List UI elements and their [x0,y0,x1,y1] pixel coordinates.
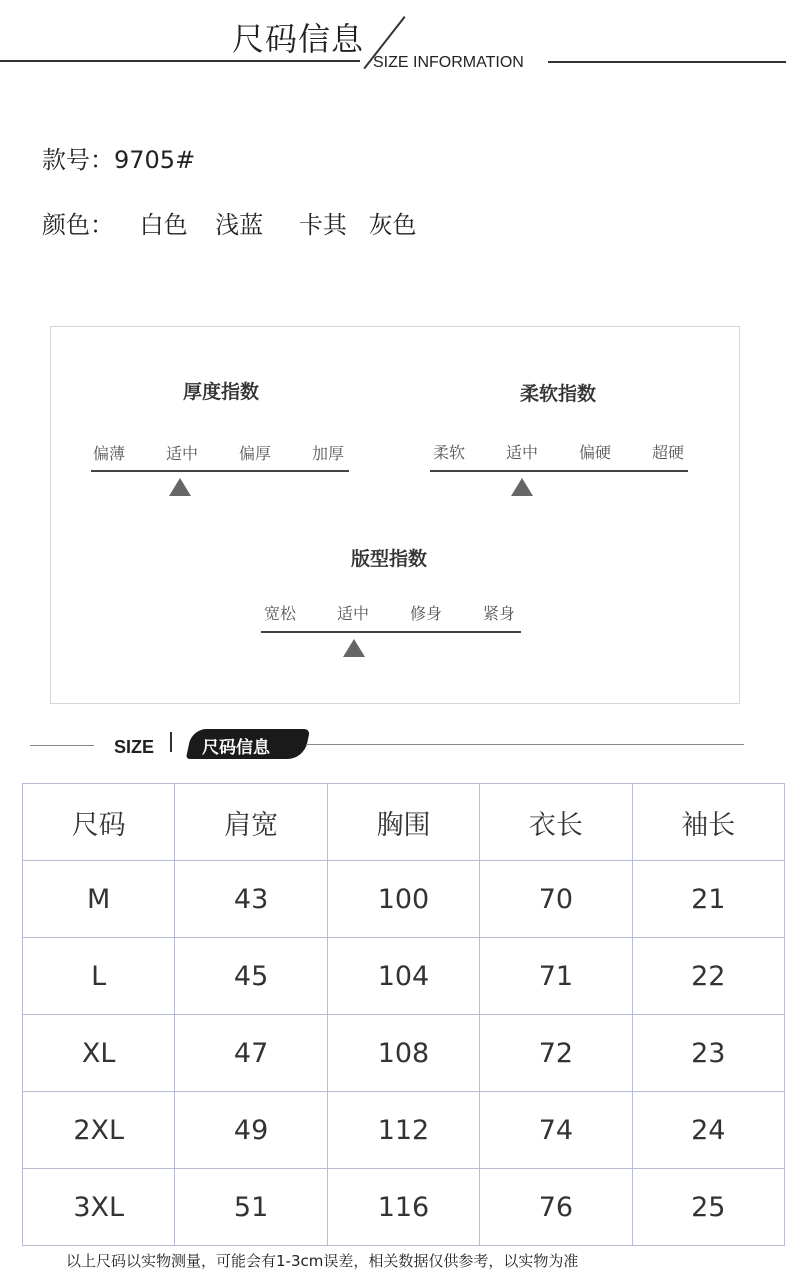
size-banner-rule-right [306,744,744,745]
page-subtitle: SIZE INFORMATION [373,54,524,71]
table-cell: 25 [632,1169,784,1246]
thickness-index-title: 厚度指数 [182,381,259,403]
fabric-index-panel [50,326,740,704]
softness-option: 柔软 [432,443,465,462]
size-banner-rule-left [30,745,94,746]
thickness-option: 偏厚 [238,444,271,463]
size-banner-divider [170,732,172,752]
table-row [23,1169,785,1246]
table-cell: 24 [632,1092,784,1169]
table-cell: 23 [632,1015,784,1092]
table-cell: 21 [632,861,784,938]
header-rule-left [0,60,360,62]
header-rule-right [548,61,786,63]
color-label: 颜色： [42,211,114,239]
table-cell: 43 [175,861,327,938]
table-cell: 70 [480,861,632,938]
thickness-scale-line [91,470,349,472]
table-header-cell: 胸围 [327,784,479,861]
thickness-option: 加厚 [311,444,344,463]
thickness-option: 适中 [165,444,198,463]
style-number-row [42,140,195,175]
fit-option: 修身 [409,604,442,623]
color-row [42,205,417,240]
measurement-disclaimer: 以上尺码以实物测量，可能会有1-3cm误差，相关数据仅供参考，以实物为准 [66,1252,579,1270]
color-light-blue: 浅蓝 [215,211,264,239]
table-header-row [23,784,785,861]
table-cell: 76 [480,1169,632,1246]
color-gray: 灰色 [368,211,417,239]
style-number-value: 9705# [114,146,196,174]
table-cell: 22 [632,938,784,1015]
table-cell: 116 [327,1169,479,1246]
table-cell: 108 [327,1015,479,1092]
table-cell: 112 [327,1092,479,1169]
color-white: 白色 [139,211,188,239]
table-cell: 47 [175,1015,327,1092]
table-cell: 3XL [23,1169,175,1246]
thickness-option: 偏薄 [92,444,125,463]
table-cell: 74 [480,1092,632,1169]
softness-option: 超硬 [651,443,684,462]
table-header-cell: 衣长 [480,784,632,861]
table-cell: 72 [480,1015,632,1092]
table-cell: 49 [175,1092,327,1169]
fit-index-title: 版型指数 [350,548,427,570]
fit-scale-line [261,631,521,633]
softness-index-title: 柔软指数 [519,383,596,405]
table-cell: 71 [480,938,632,1015]
table-cell: L [23,938,175,1015]
table-row [23,938,785,1015]
fit-marker-icon [343,639,365,657]
table-header-cell: 尺码 [23,784,175,861]
softness-option: 偏硬 [578,443,611,462]
fit-option: 宽松 [263,604,296,623]
table-cell: 51 [175,1169,327,1246]
softness-scale-line [430,470,688,472]
thickness-marker-icon [169,478,191,496]
table-cell: M [23,861,175,938]
table-row [23,1092,785,1169]
table-row [23,1015,785,1092]
style-number-label: 款号： [42,146,114,174]
softness-marker-icon [511,478,533,496]
size-banner-badge-text: 尺码信息 [202,738,270,758]
table-header-cell: 袖长 [632,784,784,861]
table-cell: XL [23,1015,175,1092]
fit-option: 适中 [336,604,369,623]
table-cell: 2XL [23,1092,175,1169]
table-cell: 45 [175,938,327,1015]
size-table [22,783,785,1246]
page-title: 尺码信息 [232,20,365,58]
table-cell: 100 [327,861,479,938]
color-khaki: 卡其 [298,211,347,239]
table-row [23,861,785,938]
size-banner-label: SIZE [114,737,155,757]
fit-option: 紧身 [482,604,515,623]
softness-option: 适中 [505,443,538,462]
table-cell: 104 [327,938,479,1015]
table-header-cell: 肩宽 [175,784,327,861]
